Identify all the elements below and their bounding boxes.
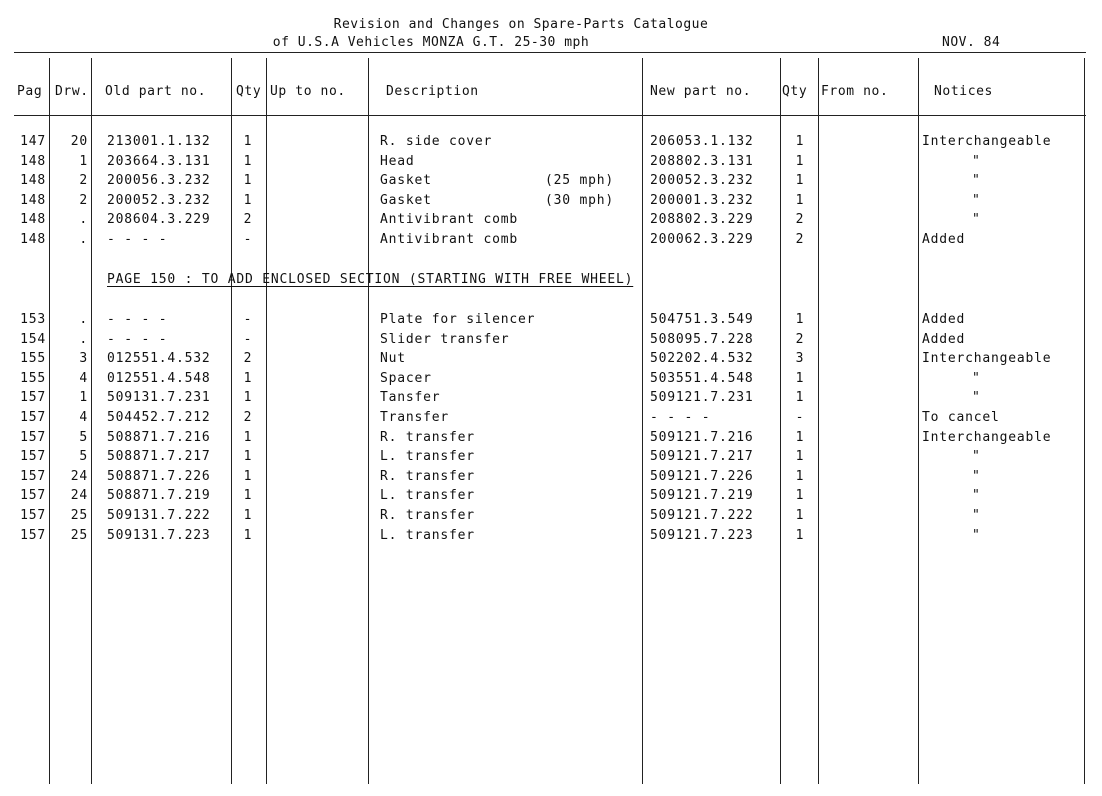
cell-new-part: 509121.7.223 xyxy=(650,527,754,543)
cell-pag: 148 xyxy=(20,212,46,228)
cell-old-part: 509131.7.231 xyxy=(107,390,211,406)
cell-qty-new: 1 xyxy=(795,488,805,504)
cell-pag: 147 xyxy=(20,134,46,149)
cell-new-part: - - - - xyxy=(650,410,711,425)
cell-qty: 1 xyxy=(243,488,253,504)
cell-description-note: (30 mph) xyxy=(545,192,615,208)
header-qty: Qty xyxy=(236,84,262,99)
cell-notice: " xyxy=(972,449,981,465)
cell-description: Nut xyxy=(380,351,406,367)
cell-qty: 2 xyxy=(243,410,253,425)
cell-drw: . xyxy=(79,212,88,228)
cell-qty: 1 xyxy=(243,527,253,543)
cell-pag: 157 xyxy=(20,508,46,523)
column-divider xyxy=(1084,58,1085,784)
cell-notice: " xyxy=(972,390,981,406)
header-drw: Drw. xyxy=(55,84,89,99)
cell-notice: " xyxy=(972,212,981,228)
cell-description: Slider transfer xyxy=(380,331,510,347)
cell-qty: 1 xyxy=(243,449,253,465)
cell-qty-new: 1 xyxy=(795,508,805,523)
cell-old-part: 200052.3.232 xyxy=(107,192,211,208)
cell-qty-new: 3 xyxy=(795,351,805,367)
cell-pag: 148 xyxy=(20,173,46,189)
document-title: Revision and Changes on Spare-Parts Catalogue xyxy=(333,17,709,32)
cell-new-part: 502202.4.532 xyxy=(650,351,754,367)
cell-pag: 157 xyxy=(20,410,46,425)
cell-qty: 1 xyxy=(243,134,253,149)
cell-qty: - xyxy=(243,232,253,247)
cell-description: Antivibrant comb xyxy=(380,232,519,247)
column-divider xyxy=(49,58,50,784)
cell-drw: 4 xyxy=(79,370,88,386)
cell-description: Gasket xyxy=(380,173,432,189)
cell-pag: 148 xyxy=(20,232,46,247)
header-qty-new: Qty xyxy=(782,84,808,99)
cell-qty: 1 xyxy=(243,192,253,208)
cell-notice: Interchangeable xyxy=(922,351,1052,367)
header-up-to: Up to no. xyxy=(270,84,346,99)
cell-new-part: 509121.7.222 xyxy=(650,508,754,523)
cell-old-part: 203664.3.131 xyxy=(107,153,211,169)
cell-qty: 1 xyxy=(243,173,253,189)
cell-new-part: 509121.7.217 xyxy=(650,449,754,465)
cell-pag: 154 xyxy=(20,331,46,347)
cell-pag: 157 xyxy=(20,468,46,484)
document-subtitle: of U.S.A Vehicles MONZA G.T. 25-30 mph xyxy=(272,35,590,50)
cell-description: Transfer xyxy=(380,410,450,425)
header-notices: Notices xyxy=(934,84,993,99)
cell-notice: " xyxy=(972,153,981,169)
cell-old-part: 509131.7.223 xyxy=(107,527,211,543)
cell-drw: 24 xyxy=(70,488,88,504)
cell-old-part: 509131.7.222 xyxy=(107,508,211,523)
column-divider xyxy=(780,58,781,784)
cell-qty-new: 1 xyxy=(795,468,805,484)
cell-qty-new: 2 xyxy=(795,232,805,247)
header-description: Description xyxy=(386,84,479,99)
cell-description: Tansfer xyxy=(380,390,441,406)
cell-pag: 148 xyxy=(20,192,46,208)
cell-description: L. transfer xyxy=(380,449,475,465)
cell-drw: 5 xyxy=(79,429,88,445)
table-header-rule xyxy=(14,115,1086,116)
cell-new-part: 208802.3.229 xyxy=(650,212,754,228)
cell-description: R. side cover xyxy=(380,134,493,149)
cell-pag: 157 xyxy=(20,429,46,445)
section-note: PAGE 150 : TO ADD ENCLOSED SECTION (STARTING WITH FREE WHEEL) xyxy=(107,272,634,287)
cell-drw: 2 xyxy=(79,192,88,208)
cell-drw: 4 xyxy=(79,410,88,425)
cell-notice: " xyxy=(972,370,981,386)
cell-qty-new: 1 xyxy=(795,390,805,406)
cell-drw: 25 xyxy=(70,527,88,543)
cell-drw: 24 xyxy=(70,468,88,484)
column-divider xyxy=(642,58,643,784)
cell-qty-new: 2 xyxy=(795,212,805,228)
cell-new-part: 200062.3.229 xyxy=(650,232,754,247)
cell-new-part: 509121.7.219 xyxy=(650,488,754,504)
cell-qty: 1 xyxy=(243,468,253,484)
cell-new-part: 206053.1.132 xyxy=(650,134,754,149)
column-divider xyxy=(918,58,919,784)
cell-description: Spacer xyxy=(380,370,432,386)
cell-old-part: 200056.3.232 xyxy=(107,173,211,189)
cell-old-part: 508871.7.226 xyxy=(107,468,211,484)
cell-new-part: 503551.4.548 xyxy=(650,370,754,386)
cell-qty: 2 xyxy=(243,212,253,228)
cell-drw: . xyxy=(79,232,88,247)
cell-notice: Interchangeable xyxy=(922,429,1052,445)
cell-drw: 20 xyxy=(70,134,88,149)
header-old-part: Old part no. xyxy=(105,84,207,99)
cell-notice: " xyxy=(972,192,981,208)
cell-pag: 148 xyxy=(20,153,46,169)
document-date: NOV. 84 xyxy=(942,35,1001,50)
cell-new-part: 509121.7.216 xyxy=(650,429,754,445)
cell-qty-new: 1 xyxy=(795,173,805,189)
header-pag: Pag xyxy=(17,84,43,99)
cell-notice: Added xyxy=(922,312,966,327)
cell-notice: " xyxy=(972,173,981,189)
cell-new-part: 509121.7.226 xyxy=(650,468,754,484)
cell-qty: 1 xyxy=(243,508,253,523)
cell-pag: 153 xyxy=(20,312,46,327)
cell-qty: 2 xyxy=(243,351,253,367)
column-divider xyxy=(368,58,369,784)
cell-qty-new: - xyxy=(795,410,805,425)
cell-qty: 1 xyxy=(243,390,253,406)
cell-qty-new: 1 xyxy=(795,312,805,327)
cell-drw: . xyxy=(79,331,88,347)
cell-notice: To cancel xyxy=(922,410,1000,425)
cell-description: Plate for silencer xyxy=(380,312,536,327)
cell-pag: 157 xyxy=(20,449,46,465)
cell-drw: 1 xyxy=(79,153,88,169)
cell-pag: 155 xyxy=(20,370,46,386)
cell-notice: Interchangeable xyxy=(922,134,1052,149)
cell-new-part: 200052.3.232 xyxy=(650,173,754,189)
cell-old-part: 012551.4.532 xyxy=(107,351,211,367)
cell-description: Antivibrant comb xyxy=(380,212,519,228)
cell-old-part: 508871.7.219 xyxy=(107,488,211,504)
cell-qty-new: 1 xyxy=(795,192,805,208)
cell-qty: - xyxy=(243,331,253,347)
cell-notice: " xyxy=(972,508,981,523)
cell-old-part: 508871.7.216 xyxy=(107,429,211,445)
cell-old-part: 213001.1.132 xyxy=(107,134,211,149)
cell-qty-new: 1 xyxy=(795,134,805,149)
cell-description: L. transfer xyxy=(380,527,475,543)
cell-new-part: 509121.7.231 xyxy=(650,390,754,406)
column-divider xyxy=(266,58,267,784)
cell-old-part: - - - - xyxy=(107,232,168,247)
cell-qty-new: 1 xyxy=(795,153,805,169)
cell-qty-new: 1 xyxy=(795,527,805,543)
cell-drw: 5 xyxy=(79,449,88,465)
cell-drw: . xyxy=(79,312,88,327)
cell-new-part: 508095.7.228 xyxy=(650,331,754,347)
cell-description-note: (25 mph) xyxy=(545,173,615,189)
cell-qty-new: 1 xyxy=(795,429,805,445)
column-divider xyxy=(231,58,232,784)
cell-old-part: 504452.7.212 xyxy=(107,410,211,425)
cell-notice: " xyxy=(972,488,981,504)
cell-notice: " xyxy=(972,468,981,484)
cell-description: Head xyxy=(380,153,415,169)
cell-description: Gasket xyxy=(380,192,432,208)
cell-new-part: 208802.3.131 xyxy=(650,153,754,169)
cell-pag: 157 xyxy=(20,527,46,543)
cell-drw: 25 xyxy=(70,508,88,523)
cell-drw: 2 xyxy=(79,173,88,189)
cell-old-part: 508871.7.217 xyxy=(107,449,211,465)
cell-description: R. transfer xyxy=(380,508,475,523)
table-top-rule xyxy=(14,52,1086,53)
cell-notice: Added xyxy=(922,232,966,247)
cell-notice: " xyxy=(972,527,981,543)
header-from: From no. xyxy=(821,84,889,99)
cell-new-part: 200001.3.232 xyxy=(650,192,754,208)
cell-qty-new: 1 xyxy=(795,370,805,386)
cell-qty: - xyxy=(243,312,253,327)
cell-old-part: 012551.4.548 xyxy=(107,370,211,386)
cell-notice: Added xyxy=(922,331,966,347)
cell-pag: 157 xyxy=(20,488,46,504)
cell-new-part: 504751.3.549 xyxy=(650,312,754,327)
cell-old-part: 208604.3.229 xyxy=(107,212,211,228)
cell-old-part: - - - - xyxy=(107,331,168,347)
cell-qty: 1 xyxy=(243,429,253,445)
cell-description: R. transfer xyxy=(380,429,475,445)
cell-drw: 1 xyxy=(79,390,88,406)
cell-description: L. transfer xyxy=(380,488,475,504)
cell-description: R. transfer xyxy=(380,468,475,484)
cell-qty-new: 1 xyxy=(795,449,805,465)
cell-qty: 1 xyxy=(243,370,253,386)
cell-pag: 155 xyxy=(20,351,46,367)
cell-old-part: - - - - xyxy=(107,312,168,327)
column-divider xyxy=(91,58,92,784)
cell-qty-new: 2 xyxy=(795,331,805,347)
header-new-part: New part no. xyxy=(650,84,752,99)
cell-drw: 3 xyxy=(79,351,88,367)
cell-pag: 157 xyxy=(20,390,46,406)
column-divider xyxy=(818,58,819,784)
cell-qty: 1 xyxy=(243,153,253,169)
